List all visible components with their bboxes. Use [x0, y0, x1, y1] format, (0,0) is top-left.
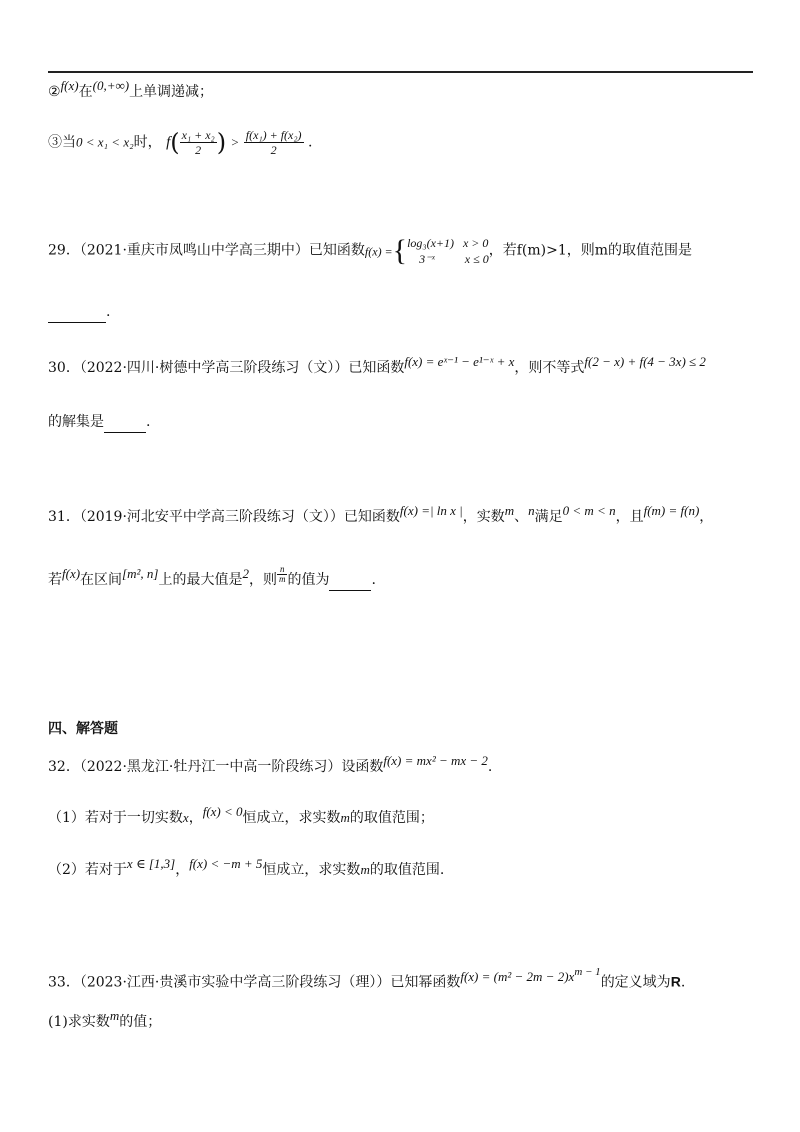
- question-33: [48, 968, 685, 993]
- q31-l2fx: f(x): [62, 566, 81, 581]
- frac-right: [244, 128, 304, 157]
- q31-l2-interval: [m², n]: [122, 566, 159, 581]
- frac-right-den: 2: [270, 143, 277, 157]
- q31-frac-den: m: [278, 573, 286, 584]
- question-32: [48, 753, 493, 777]
- section-title: 四、解答题: [48, 720, 118, 736]
- q30-prefix: 30．（2022·四川·树德中学高三阶段练习（文））已知函数: [48, 360, 405, 376]
- q29-piecewise: f(x) ={log₃(x+1) x > 0 3⁻ˣ x ≤ 0: [364, 234, 489, 268]
- q29-end: .: [106, 304, 111, 320]
- question-31: [48, 503, 714, 527]
- q29-blank[interactable]: [48, 302, 106, 323]
- q32-p1m: m: [340, 810, 350, 825]
- math-condition: 0 < x₁ < x₂: [76, 134, 134, 150]
- q31-t5: ，: [699, 509, 714, 525]
- q32-p2m: m: [360, 862, 370, 877]
- q32-end: .: [487, 759, 493, 775]
- q31-t4: ，且: [615, 509, 644, 525]
- text-shi: 时，: [133, 134, 162, 151]
- q32-part1: [48, 804, 434, 828]
- q31-condition: 0 < m < n: [562, 503, 616, 518]
- q32-p1x: x: [182, 810, 189, 825]
- q31-t1: ，实数: [462, 509, 505, 525]
- frac-right-num: f(x₁) + f(x₂): [245, 128, 302, 142]
- q33-p1a: (1)求实数: [48, 1014, 110, 1030]
- question-30: [48, 354, 706, 378]
- q32-p2d: 的取值范围.: [369, 862, 445, 878]
- q29-cond2: x ≤ 0: [464, 252, 489, 267]
- q31-l2c: 上的最大值是: [158, 572, 243, 588]
- q31-t2: 、: [514, 509, 529, 525]
- q31-blank[interactable]: [329, 570, 371, 591]
- text-decreasing: 上单调递减；: [129, 84, 214, 100]
- math-gt: >: [230, 134, 240, 150]
- q33-prefix: 33．（2023·江西·贵溪市实验中学高三阶段练习（理））已知幂函数: [48, 974, 461, 991]
- frac-left-num: x₁ + x₂: [181, 128, 215, 142]
- q32-part2: [48, 856, 445, 880]
- q30-line2-text: 的解集是: [48, 414, 104, 430]
- q32-fx: f(x) = mx² − mx − 2: [383, 753, 488, 768]
- q31-l2d: ，则: [248, 572, 277, 588]
- q32-p2c: 恒成立，求实数: [262, 862, 361, 878]
- q32-p1d: 的取值范围；: [349, 810, 434, 826]
- q31-line2: [48, 563, 376, 591]
- q29-fx: f(x) =: [364, 244, 393, 259]
- q32-p1a: （1）若对于一切实数: [48, 810, 183, 826]
- item-2: [48, 78, 214, 102]
- q33-exponent: m − 1: [574, 966, 601, 978]
- circle-2: ②: [48, 84, 61, 100]
- q33-fx: f(x) = (m² − 2m − 2)x: [460, 968, 575, 984]
- math-fx: f(x): [60, 78, 79, 93]
- math-interval: (0,+∞): [92, 78, 130, 93]
- q30-line2: [48, 412, 150, 433]
- q30-blank[interactable]: [104, 412, 146, 433]
- q33-R: R: [670, 973, 681, 990]
- q32-p1b: ，: [188, 810, 203, 826]
- frac-left-den: 2: [195, 143, 202, 157]
- q29-case2: 3⁻ˣ: [419, 252, 435, 267]
- q31-end: .: [371, 572, 376, 588]
- question-29: [48, 230, 692, 271]
- circle-3: ③当: [48, 134, 76, 151]
- q29-answer-line: [48, 302, 110, 323]
- text-zai: 在: [78, 84, 93, 100]
- q30-end: .: [146, 414, 151, 430]
- q29-cond1: x > 0: [462, 236, 489, 251]
- q31-frac: [277, 565, 288, 584]
- q32-p2x: x ∈ [1,3]: [126, 856, 176, 871]
- q32-p2-inequality: f(x) < −m + 5: [189, 856, 263, 871]
- q32-p1c: 恒成立，求实数: [242, 810, 341, 826]
- q32-p2a: （2）若对于: [48, 862, 127, 878]
- q31-n: n: [528, 503, 535, 518]
- q30-fx: f(x) = eˣ⁻¹ − e¹⁻ˣ + x: [404, 354, 515, 369]
- frac-left: [180, 128, 217, 157]
- q31-l2-two: 2: [242, 566, 249, 581]
- q33-end: .: [680, 974, 686, 991]
- q29-suffix: ，若f(m)>1，则m的取值范围是: [488, 242, 693, 259]
- q31-m: m: [504, 503, 515, 518]
- q31-l2b: 在区间: [80, 572, 123, 588]
- q33-p1b: 的值；: [119, 1014, 162, 1030]
- q33-part1: [48, 1008, 162, 1032]
- period: .: [307, 134, 313, 151]
- q31-l2a: 若: [48, 572, 62, 588]
- q29-case1: log₃(x+1): [407, 236, 454, 251]
- q30-inequality: f(2 − x) + f(4 − 3x) ≤ 2: [584, 354, 706, 369]
- q31-t3: 满足: [534, 509, 563, 525]
- q33-p1m: m: [109, 1008, 120, 1023]
- q31-prefix: 31．（2019·河北安平中学高三阶段练习（文））已知函数: [48, 509, 400, 525]
- item-3: ③当0 < x₁ < x₂时， f( $\frac{\text{x₁ + x₂}}{2}$ ) > $\frac{\text{f(x₁) + f(x₂)}}{2}$ .: [48, 128, 313, 157]
- q30-mid: ，则不等式: [514, 360, 585, 376]
- q29-prefix: 29．（2021·重庆市凤鸣山中学高三期中）已知函数: [48, 242, 365, 259]
- math-f: f: [166, 134, 171, 151]
- q32-p2b: ，: [175, 862, 190, 878]
- q31-fx: f(x) =| ln x |: [399, 503, 463, 518]
- q32-prefix: 32．（2022·黑龙江·牡丹江一中高一阶段练习）设函数: [48, 759, 384, 775]
- q33-suffix: 的定义域为: [600, 974, 671, 991]
- q32-p1-inequality: f(x) < 0: [202, 804, 243, 819]
- q31-frac-num: n: [277, 565, 288, 575]
- q31-equation: f(m) = f(n): [643, 503, 700, 518]
- header-rule: [48, 71, 753, 73]
- q31-l2e: 的值为: [287, 572, 330, 588]
